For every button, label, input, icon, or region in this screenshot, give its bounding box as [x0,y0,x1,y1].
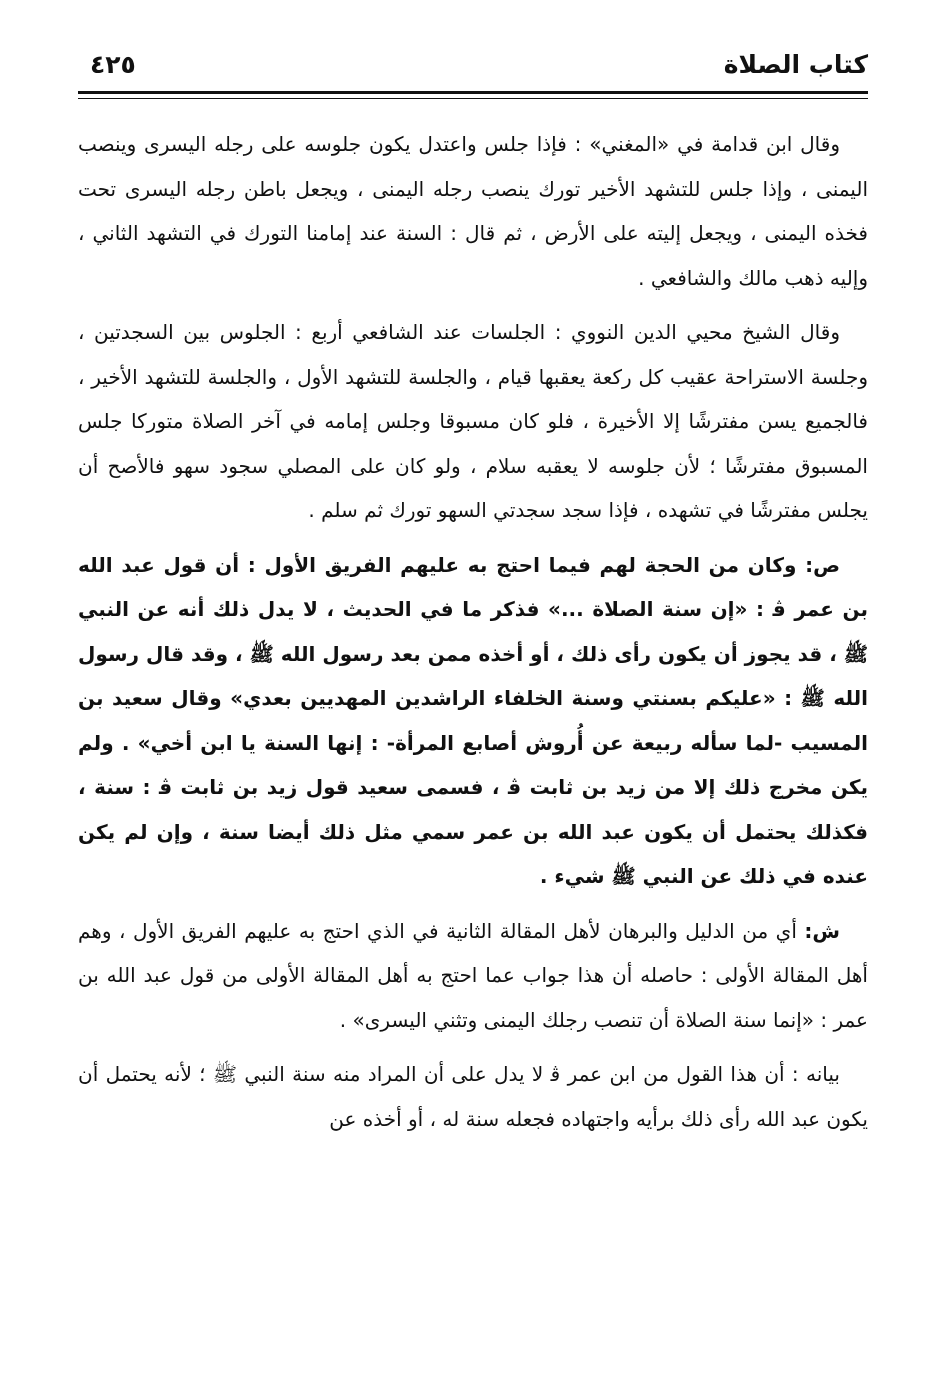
paragraph-text: أي من الدليل والبرهان لأهل المقالة الثانية في الذي احتج به عليهم الفريق الأول ، وهم أهل المقالة الأولى : حاصله أن هذا جواب عما احتج به أهل المقالة الأولى من قول عبد الله بن عمر : «إنما سنة الصلاة أن تنصب رجلك اليمنى وتثني اليسرى» . [78,918,868,1032]
paragraph-sharh [78,909,868,1043]
paragraph-explanation [78,1052,868,1141]
paragraph-ibn-qudama [78,122,868,300]
page-header [78,40,868,84]
paragraph-text: وقال الشيخ محيي الدين النووي : الجلسات عند الشافعي أربع : الجلوس بين السجدتين ، وجلسة الاستراحة عقيب كل ركعة يعقبها قيام ، والجلسة للتشهد الأول ، والجلسة للتشهد الأخير ، فالجميع يسن مفترشًا إلا الأخيرة ، فلو كان مسبوقا وجلس إمامه في آخر الصلاة متوركا جلس المسبوق مفترشًا ؛ لأن جلوسه لا يعقبه سلام ، ولو كان على المصلي سجود سهو فالأصح أن يجلس مفترشًا في تشهده ، فإذا سجد سجدتي السهو تورك ثم سلم . [78,320,868,522]
page-body [78,122,868,1151]
header-rule-thin [78,98,868,99]
paragraph-matn [78,543,868,899]
paragraph-text: بيانه : أن هذا القول من ابن عمر ﭬ لا يدل على أن المراد منه سنة النبي ﷺ ؛ لأنه يحتمل أن يكون عبد الله رأى ذلك برأيه واجتهاده فجعله سنة له ، أو أخذه عن [78,1062,868,1131]
header-rule-thick [78,91,868,94]
matn-label: ص: [805,552,841,577]
paragraph-text: وقال ابن قدامة في «المغني» : فإذا جلس واعتدل يكون جلوسه على رجله اليسرى وينصب اليمنى ، وإذا جلس للتشهد الأخير تورك ينصب رجله اليمنى ، ويجعل باطن رجله اليسرى تحت فخذه اليمنى ، ويجعل إليته على الأرض ، ثم قال : السنة عند إمامنا التورك في التشهد الثاني ، وإليه ذهب مالك والشافعي . [78,132,868,290]
sharh-label: ش: [804,918,841,943]
page-number: ٤٢٥ [90,50,136,79]
running-title: كتاب الصلاة [723,50,868,79]
paragraph-nawawi [78,310,868,533]
paragraph-text: وكان من الحجة لهم فيما احتج به عليهم الفريق الأول : أن قول عبد الله بن عمر ﭬ : «إن سنة الصلاة ...» فذكر ما في الحديث ، لا يدل ذلك أنه عن النبي ﷺ ، قد يجوز أن يكون رأى ذلك ، أو أخذه ممن بعد رسول الله ﷺ ، وقد قال رسول الله ﷺ : «عليكم بسنتي وسنة الخلفاء الراشدين المهديين بعدي» وقال سعيد بن المسيب -لما سأله ربيعة عن أُروش أصابع المرأة- : إنها السنة يا ابن أخي» . ولم يكن مخرج ذلك إلا من زيد بن ثابت ﭬ ، فسمى سعيد قول زيد بن ثابت ﭬ : سنة ، فكذلك يحتمل أن يكون عبد الله بن عمر سمي مثل ذلك أيضا سنة ، وإن لم يكن عنده في ذلك عن النبي ﷺ شيء . [78,552,868,888]
book-page [78,40,868,1360]
